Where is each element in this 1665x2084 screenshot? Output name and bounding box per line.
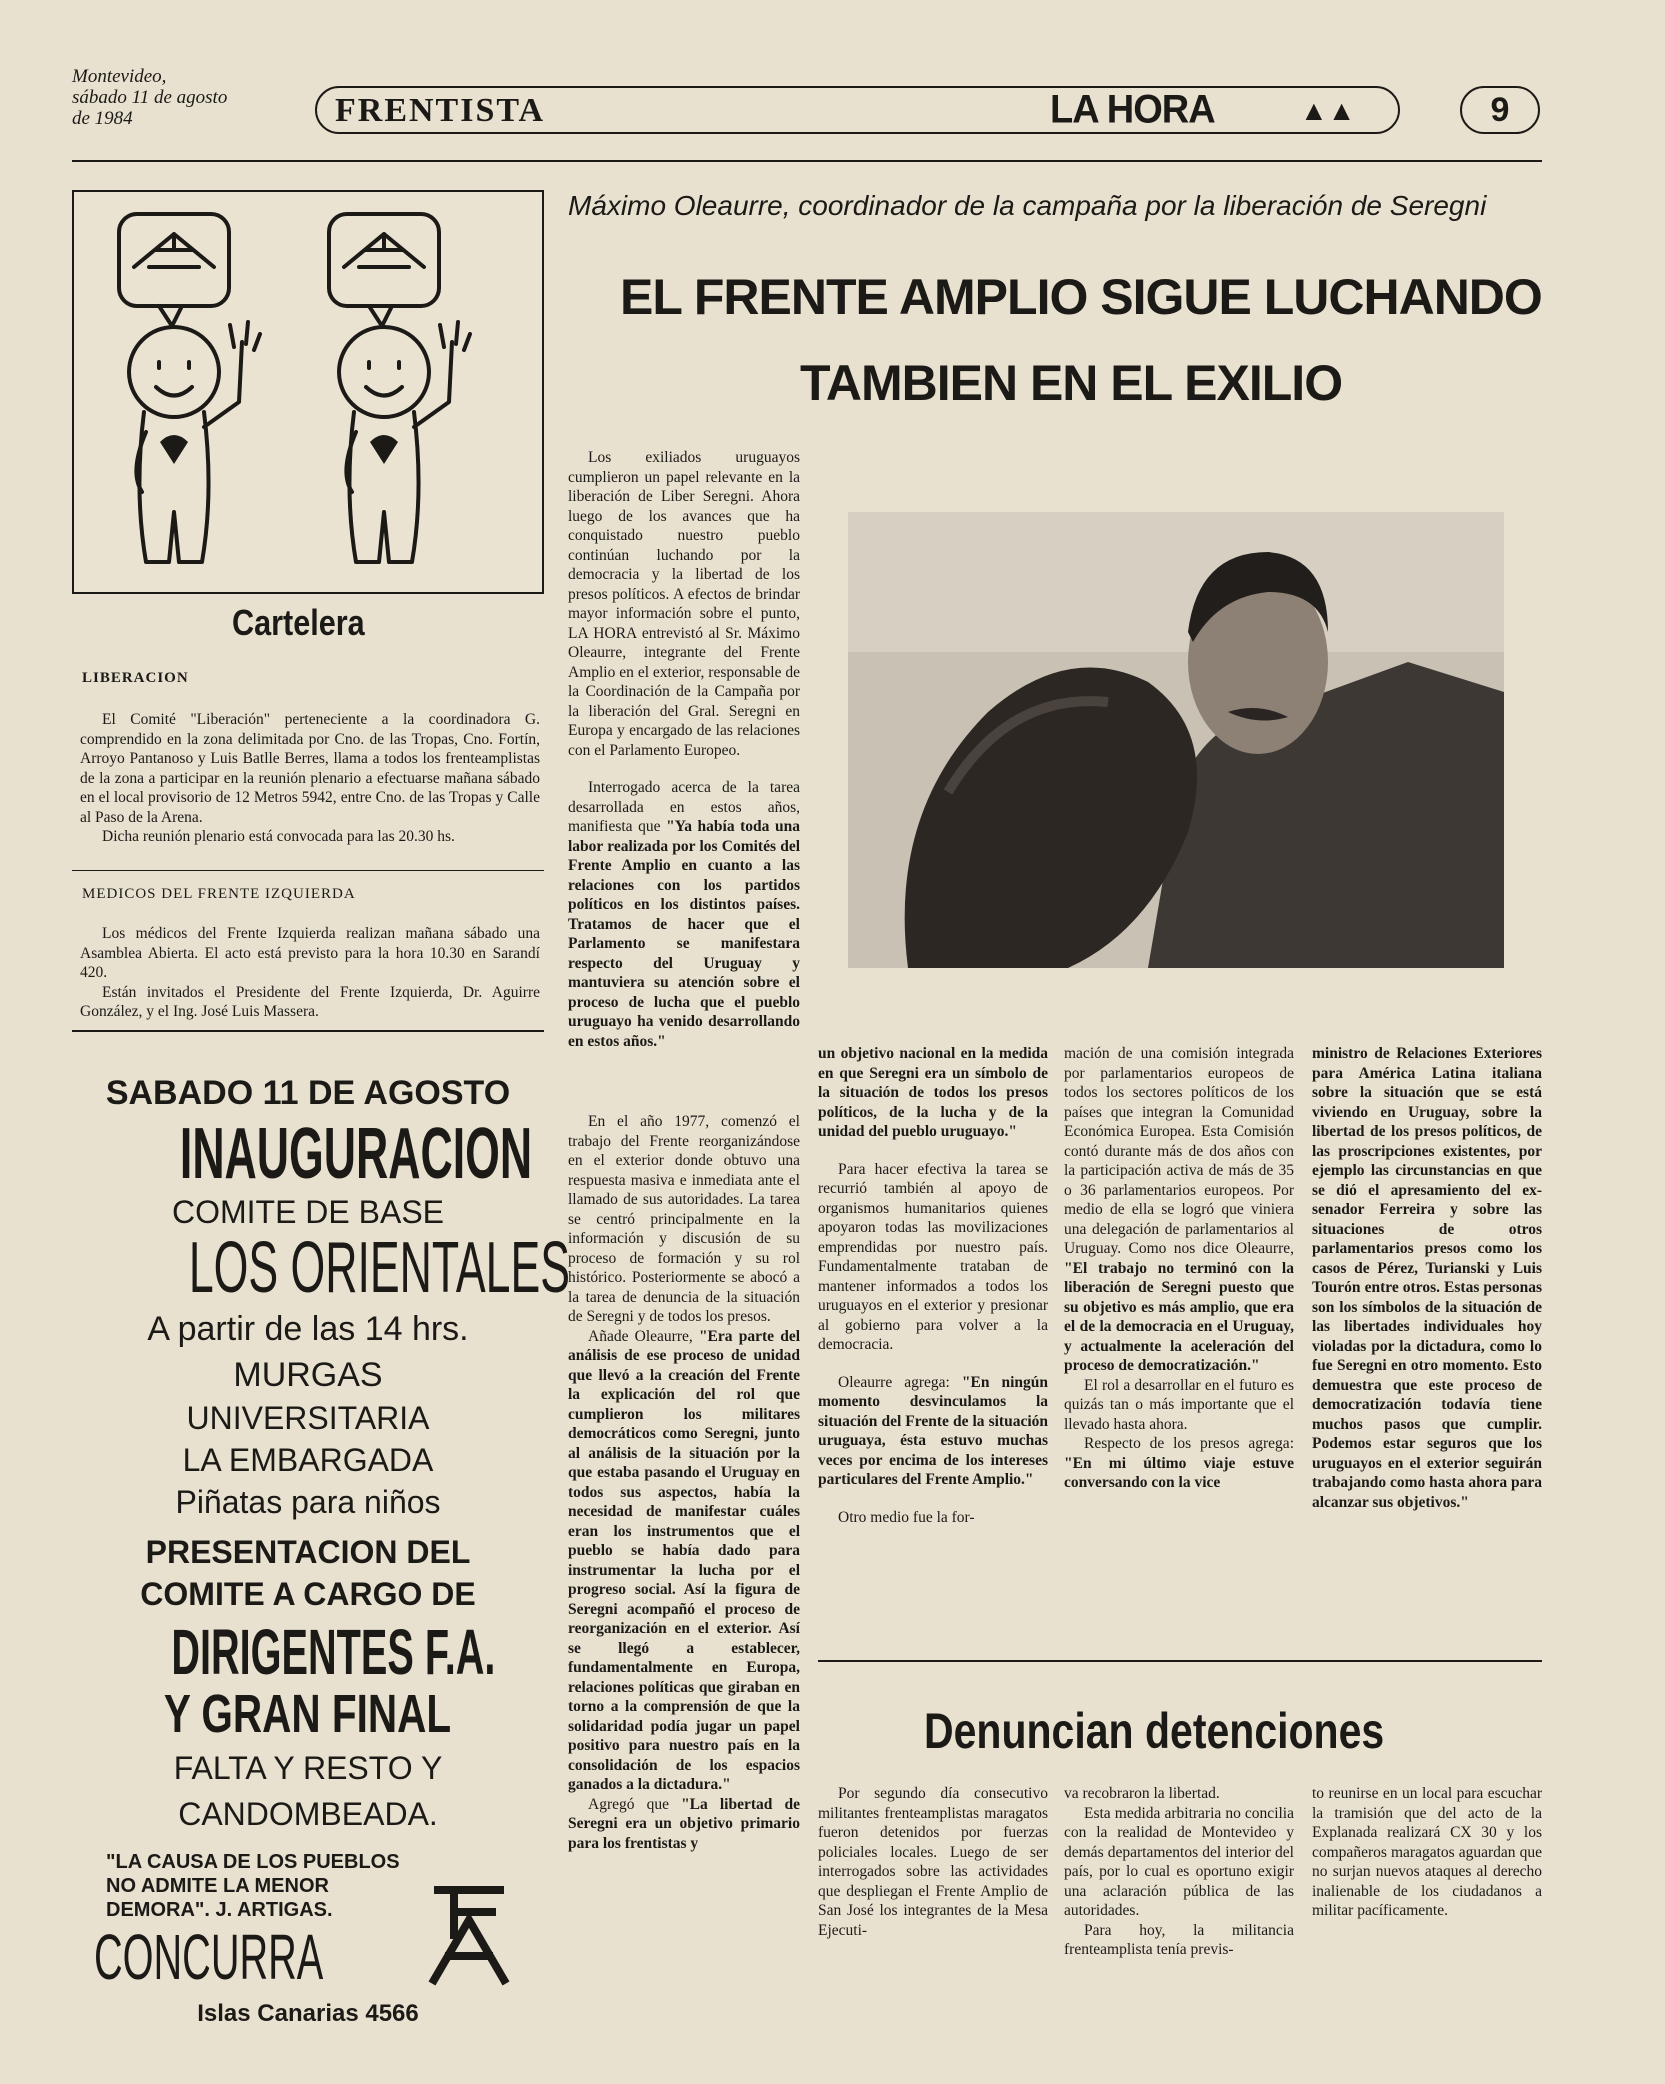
ad-gran-final: Y GRAN FINAL	[164, 1684, 452, 1744]
oleaurre-photo	[848, 512, 1504, 968]
article-p4-quote: "Era parte del análisis de ese proceso de unidad que llevó a la creación del Frente la explicación del rol que cumplieron los militares democráticos como Seregni, junto al análisis de la situación por la que estaba pasando el Uruguay en todos sus aspectos, había la necesidad de manifestar cuáles eran los instrumentos que el pueblo se había dado para instrumentar la lucha por el progreso social. Así la figura de Seregni acompañó el proceso de reorganización en el exterior. Así se llegó a establecer, fundamentalmente en Europa, relaciones políticas que giraban en torno a la comprensión de que la solidaridad podía jugar un papel positivo para nuestro país en la consolidación de los espacios ganados a la dictadura."	[568, 1327, 800, 1793]
article-p5-lead: Agregó que	[588, 1795, 682, 1813]
article-col4-quote: ministro de Relaciones Exteriores para América Latina italiana sobre la situación que se está viviendo en Uruguay, sobre la libertad de los presos políticos, de las proscripciones existentes, por ejemplo las circunstancias en que se dió el apresamiento del ex-senador Ferreira y sobre las situaciones de otros parlamentarios presos como los casos de Pérez, Turianski y Luis Tourón entre otros. Estas personas son los símbolos de la situación de las libertades individuales hoy violadas por la dictadura, como lo fue Seregni en otro momento. Esto demuestra que este proceso de democratización todavía tiene muchos pasos que cumplir. Podemos estar seguros que los uruguayos en el exterior seguirán trabajando como hasta ahora para alcanzar sus objetivos."	[1312, 1045, 1542, 1511]
liberacion-p2: Dicha reunión plenario está convocada para las 20.30 hs.	[102, 828, 455, 845]
liberacion-notice	[80, 710, 540, 847]
medicos-notice	[80, 924, 540, 1022]
article2-rule	[818, 1660, 1542, 1662]
medicos-heading: MEDICOS DEL FRENTE IZQUIERDA	[82, 886, 356, 902]
ad-pinatas: Piñatas para niños	[175, 1484, 441, 1520]
ad-event: INAUGURACION	[179, 1114, 533, 1194]
article2-col3: to reunirse en un local para escuchar la tramisión que del acto de la Explanada realizará CX 30 y los compañeros maragatos aguardan que no surjan nuevos ataques al derecho inalienable de los ciudadanos a militar pacíficamente.	[1312, 1785, 1542, 1919]
ad-comite: COMITE DE BASE	[171, 1194, 445, 1230]
arrows-icon: ▲▲	[1300, 96, 1356, 127]
ad-embargada: LA EMBARGADA	[182, 1442, 434, 1478]
ad-date: SABADO 11 DE AGOSTO	[105, 1074, 511, 1112]
masthead-logo: LA HORA	[1050, 87, 1215, 133]
dateline-year: de 1984	[72, 108, 133, 129]
mascot-illustration	[72, 190, 544, 594]
article-col2-p3-quote: "En ningún momento desvinculamos la situación del Frente de la situación uruguaya, ésta estuvo muchas veces por encima de los intereses particulares del Frente Amplio."	[818, 1373, 1048, 1488]
ad-concurra: CONCURRA	[94, 1921, 324, 1993]
page-number: 9	[1460, 86, 1540, 134]
cartelera-bottom-rule	[72, 1030, 544, 1032]
article-col2-quote: un objetivo nacional en la medida en que Seregni era un símbolo de la situación de todos los presos políticos, de la lucha y de la unidad del pueblo uruguayo."	[818, 1045, 1048, 1140]
ad-falta-resto: FALTA Y RESTO Y	[173, 1750, 443, 1786]
article-kicker: Máximo Oleaurre, coordinador de la campaña por la liberación de Seregni	[568, 190, 1487, 221]
event-advertisement	[72, 1060, 571, 2027]
article-column-1b	[568, 1112, 800, 1853]
liberacion-p1: El Comité "Liberación" perteneciente a la coordinadora G. comprendido en la zona delimitada por Cno. de las Tropas, Cno. Fortín, Arroyo Pantanoso y Luis Batlle Berres, llama a todos los frenteamplistas de la zona a participar en la reunión plenario a efectuarse mañana sábado en el local provisorio de 12 Metros 5942, entre Cno. de las Tropas y Calle al Paso de la Arena.	[80, 711, 540, 826]
ad-time: A partir de las 14 hrs.	[147, 1310, 469, 1348]
frente-amplio-logo-icon	[424, 1880, 514, 1990]
ad-address: Islas Canarias 4566	[197, 2000, 419, 2027]
article-column-1	[568, 448, 800, 1051]
ad-artigas-quote	[106, 1850, 400, 1922]
article-col3-p1-quote: "El trabajo no terminó con la liberación de Seregni puesto que su objetivo es más amplio, que era el de la democracia en el Uruguay, y actualmente la aceleración del proceso de democratización."	[1064, 1259, 1294, 1374]
ad-presentacion: PRESENTACION DEL	[145, 1534, 471, 1570]
article2-column-1	[818, 1784, 1048, 1940]
article-col3-p3-lead: Respecto de los presos agrega:	[1084, 1435, 1294, 1452]
article2-headline: Denuncian detenciones	[924, 1703, 1385, 1759]
liberacion-heading: LIBERACION	[82, 670, 189, 686]
article-col2-p3-lead: Oleaurre agrega:	[838, 1373, 962, 1391]
article-col2-p4: Otro medio fue la for-	[838, 1508, 975, 1526]
dateline-date: sábado 11 de agosto	[72, 87, 228, 108]
article-p3: En el año 1977, comenzó el trabajo del Frente reorganizándose en el exterior donde obtuvo una respuesta masiva e inmediata ante el llamado de sus autoridades. La tarea se centró principalmente en la información y discusión de su proceso de formación y su rol histórico. Posteriormente se abocó a la tarea de denuncia de la situación de Seregni y de todos los presos.	[568, 1113, 800, 1325]
article-col2-p2: Para hacer efectiva la tarea se recurrió también al apoyo de organismos humanitarios quienes apoyaron todas las movilizaciones emprendidas por nuestro país. Fundamentalmente trataban de mantener informados a todos los uruguayos en el exterior y presionar al gobierno para volver a la democracia.	[818, 1160, 1048, 1353]
article2-col1: Por segundo día consecutivo militantes frenteamplistas maragatos fueron detenidos por fuerzas policiales locales. Luego de ser interrogados sobre las actividades que despliegan el Frente Amplio de San José los integrantes de la Mesa Ejecuti-	[818, 1785, 1048, 1939]
ad-candombeada: CANDOMBEADA.	[178, 1796, 438, 1832]
medicos-p2: Están invitados el Presidente del Frente Izquierda, Dr. Aguirre González, y el Ing. José Luis Massera.	[80, 983, 540, 1020]
article-p2-quote: "Ya había toda una labor realizada por los Comités del Frente Amplio en cuanto a las relaciones con los partidos políticos en los distintos países. Tratamos de hacer que el Parlamento se manifestara respecto del Uruguay y mantuviera su atención sobre el proceso de lucha que el pueblo uruguayo ha venido desarrollando en estos años."	[568, 818, 800, 1050]
article2-col2-p3: Para hoy, la militancia frenteamplista tenía previs-	[1064, 1921, 1294, 1958]
medicos-p1: Los médicos del Frente Izquierda realizan mañana sábado una Asamblea Abierta. El acto está previsto para la hora 10.30 en Sarandí 420.	[80, 925, 540, 981]
ad-dirigentes: DIRIGENTES F.A.	[171, 1616, 496, 1688]
article-headline-line1: EL FRENTE AMPLIO SIGUE LUCHANDO	[620, 269, 1542, 325]
article-headline-line2: TAMBIEN EN EL EXILIO	[800, 355, 1343, 411]
dateline-city: Montevideo,	[72, 66, 167, 87]
ad-universitaria: UNIVERSITARIA	[186, 1400, 430, 1436]
ad-quote-line2: NO ADMITE LA MENOR	[106, 1875, 329, 1897]
section-name: FRENTISTA	[335, 92, 546, 129]
portrait-image	[848, 512, 1504, 968]
article2-column-2	[1064, 1784, 1294, 1960]
article2-col2-p2: Esta medida arbitraria no concilia con la realidad de Montevideo y demás departamentos del interior del país, por lo cual es oportuno exigir una aclaración pública de las autoridades.	[1064, 1804, 1294, 1919]
article-p4-lead: Añade Oleaurre,	[588, 1327, 699, 1345]
cartelera-divider	[72, 870, 544, 871]
mascot-drawing	[74, 192, 542, 592]
article-col3-p1: mación de una comisión integrada por parlamentarios europeos de todos los sectores políticos de los países que integran la Comunidad Económica Europea. Esta Comisión contó durante más de dos años con la participación activa de más de 35 o 36 parlamentarios europeos. Por medio de ella se logró que viniera una delegación de parlamentarios al Uruguay. Como nos dice Oleaurre,	[1064, 1045, 1294, 1257]
cartelera-title: Cartelera	[232, 602, 365, 643]
article-col3-p2: El rol a desarrollar en el futuro es quizás tan o más importante que el llevado hasta ahora.	[1064, 1376, 1294, 1433]
header-rule	[72, 160, 1542, 162]
dateline	[72, 66, 227, 129]
article-column-3	[1064, 1044, 1294, 1493]
article2-column-3	[1312, 1784, 1542, 1921]
article-p5-quote: "La libertad de Seregni era un objetivo primario para los frentistas y	[568, 1795, 800, 1852]
ad-comite-cargo: COMITE A CARGO DE	[140, 1576, 476, 1612]
ad-quote-line3: DEMORA". J. ARTIGAS.	[106, 1899, 333, 1921]
article-p2-lead: Interrogado acerca de la tarea desarrollada en estos años, manifiesta que	[568, 779, 800, 835]
ad-name: LOS ORIENTALES	[188, 1228, 571, 1308]
ad-quote-line1: "LA CAUSA DE LOS PUEBLOS	[106, 1851, 400, 1873]
article-col3-p3-quote: "En mi último viaje estuve conversando con la vice	[1064, 1454, 1294, 1491]
article-intro: Los exiliados uruguayos cumplieron un papel relevante en la liberación de Liber Seregni. Ahora luego de los avances que ha conquistado nuestro pueblo continúan luchando por la democracia y la libertad de los presos políticos. A efectos de brindar mayor información sobre el punto, LA HORA entrevistó al Sr. Máximo Oleaurre, integrante del Frente Amplio en el exterior, responsable de la Coordinación de la Campaña por la liberación del Gral. Seregni en Europa y encargado de las relaciones con el Parlamento Europeo.	[568, 449, 800, 759]
ad-murgas: MURGAS	[233, 1356, 383, 1394]
article-column-4	[1312, 1044, 1542, 1512]
article-column-2	[818, 1044, 1048, 1527]
article2-col2-p1: va recobraron la libertad.	[1064, 1785, 1220, 1802]
